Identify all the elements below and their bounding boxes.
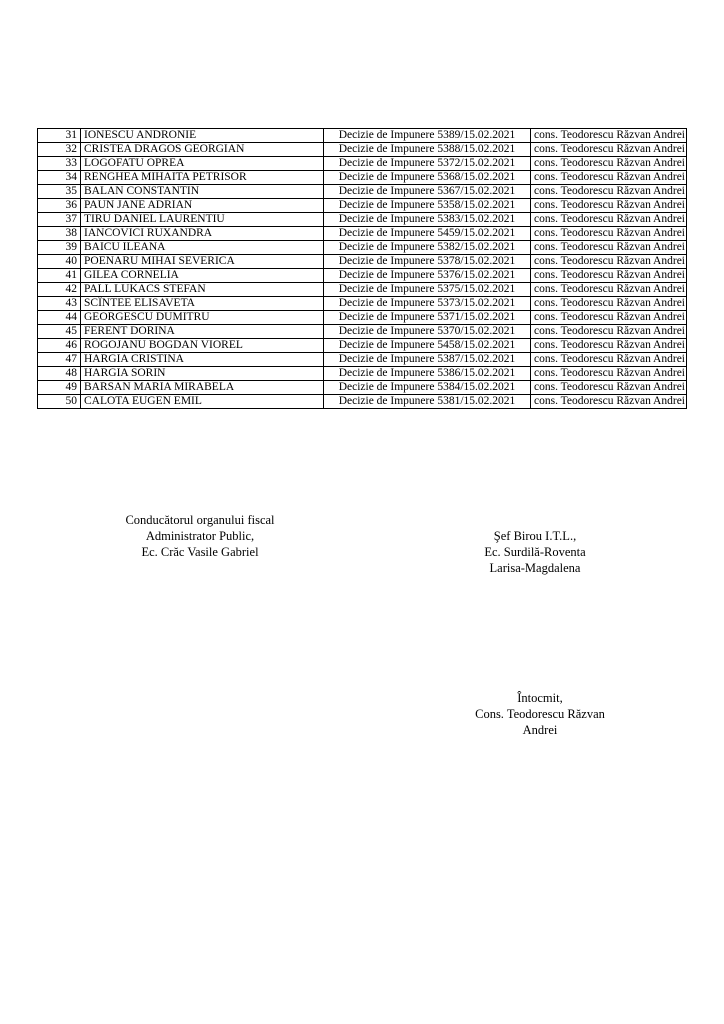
- taxpayer-name-cell: BAICU ILEANA: [81, 241, 324, 255]
- taxpayer-name-cell: POENARU MIHAI SEVERICA: [81, 255, 324, 269]
- taxpayer-name-cell: PALL LUKACS STEFAN: [81, 283, 324, 297]
- responsible-officer-cell: cons. Teodorescu Răzvan Andrei: [531, 339, 687, 353]
- tax-decision-cell: Decizie de Impunere 5371/15.02.2021: [324, 311, 531, 325]
- row-number-cell: 45: [38, 325, 81, 339]
- row-number-cell: 46: [38, 339, 81, 353]
- taxpayer-name-cell: LOGOFATU OPREA: [81, 157, 324, 171]
- taxpayer-name-cell: BALAN CONSTANTIN: [81, 185, 324, 199]
- responsible-officer-cell: cons. Teodorescu Răzvan Andrei: [531, 367, 687, 381]
- row-number-cell: 38: [38, 227, 81, 241]
- responsible-officer-cell: cons. Teodorescu Răzvan Andrei: [531, 255, 687, 269]
- responsible-officer-cell: cons. Teodorescu Răzvan Andrei: [531, 157, 687, 171]
- table-row: [38, 353, 687, 367]
- table-row: [38, 143, 687, 157]
- responsible-officer-cell: cons. Teodorescu Răzvan Andrei: [531, 143, 687, 157]
- taxpayer-name-cell: HARGIA CRISTINA: [81, 353, 324, 367]
- tax-decision-cell: Decizie de Impunere 5388/15.02.2021: [324, 143, 531, 157]
- row-number-cell: 35: [38, 185, 81, 199]
- signature-name: Cons. Teodorescu Răzvan: [475, 707, 605, 721]
- table-row: [38, 311, 687, 325]
- signature-name-continued: Larisa-Magdalena: [489, 561, 581, 575]
- tax-decision-cell: Decizie de Impunere 5375/15.02.2021: [324, 283, 531, 297]
- signature-name-continued: Andrei: [522, 723, 558, 737]
- row-number-cell: 36: [38, 199, 81, 213]
- records-table-body: [38, 129, 687, 409]
- tax-decision-cell: Decizie de Impunere 5384/15.02.2021: [324, 381, 531, 395]
- taxpayer-name-cell: ROGOJANU BOGDAN VIOREL: [81, 339, 324, 353]
- table-row: [38, 171, 687, 185]
- tax-decision-cell: Decizie de Impunere 5368/15.02.2021: [324, 171, 531, 185]
- row-number-cell: 37: [38, 213, 81, 227]
- row-number-cell: 49: [38, 381, 81, 395]
- row-number-cell: 43: [38, 297, 81, 311]
- responsible-officer-cell: cons. Teodorescu Răzvan Andrei: [531, 185, 687, 199]
- taxpayer-name-cell: TIRU DANIEL LAURENTIU: [81, 213, 324, 227]
- tax-decision-cell: Decizie de Impunere 5370/15.02.2021: [324, 325, 531, 339]
- responsible-officer-cell: cons. Teodorescu Răzvan Andrei: [531, 353, 687, 367]
- row-number-cell: 31: [38, 129, 81, 143]
- taxpayer-name-cell: CALOTA EUGEN EMIL: [81, 395, 324, 409]
- responsible-officer-cell: cons. Teodorescu Răzvan Andrei: [531, 381, 687, 395]
- table-row: [38, 185, 687, 199]
- taxpayer-name-cell: SCÎNTEE ELISAVETA: [81, 297, 324, 311]
- responsible-officer-cell: cons. Teodorescu Răzvan Andrei: [531, 213, 687, 227]
- responsible-officer-cell: cons. Teodorescu Răzvan Andrei: [531, 325, 687, 339]
- responsible-officer-cell: cons. Teodorescu Răzvan Andrei: [531, 283, 687, 297]
- signature-name: Ec. Crăc Vasile Gabriel: [141, 545, 259, 559]
- row-number-cell: 41: [38, 269, 81, 283]
- signature-title: Întocmit,: [517, 691, 563, 705]
- taxpayer-name-cell: RENGHEA MIHAITA PETRISOR: [81, 171, 324, 185]
- responsible-officer-cell: cons. Teodorescu Răzvan Andrei: [531, 129, 687, 143]
- tax-decision-cell: Decizie de Impunere 5459/15.02.2021: [324, 227, 531, 241]
- row-number-cell: 39: [38, 241, 81, 255]
- tax-decision-cell: Decizie de Impunere 5387/15.02.2021: [324, 353, 531, 367]
- row-number-cell: 34: [38, 171, 81, 185]
- tax-decision-cell: Decizie de Impunere 5358/15.02.2021: [324, 199, 531, 213]
- table-row: [38, 213, 687, 227]
- row-number-cell: 32: [38, 143, 81, 157]
- table-row: [38, 339, 687, 353]
- responsible-officer-cell: cons. Teodorescu Răzvan Andrei: [531, 395, 687, 409]
- table-row: [38, 129, 687, 143]
- tax-decision-cell: Decizie de Impunere 5372/15.02.2021: [324, 157, 531, 171]
- table-row: [38, 199, 687, 213]
- table-row: [38, 269, 687, 283]
- row-number-cell: 40: [38, 255, 81, 269]
- table-row: [38, 157, 687, 171]
- taxpayer-name-cell: BARSAN MARIA MIRABELA: [81, 381, 324, 395]
- row-number-cell: 33: [38, 157, 81, 171]
- row-number-cell: 42: [38, 283, 81, 297]
- responsible-officer-cell: cons. Teodorescu Răzvan Andrei: [531, 171, 687, 185]
- signature-block-prepared-by: [440, 690, 640, 738]
- table-row: [38, 297, 687, 311]
- taxpayer-name-cell: GILEA CORNELIA: [81, 269, 324, 283]
- table-row: [38, 395, 687, 409]
- taxpayer-name-cell: IONESCU ANDRONIE: [81, 129, 324, 143]
- table-row: [38, 367, 687, 381]
- table-row: [38, 241, 687, 255]
- signature-role: Administrator Public,: [145, 529, 255, 543]
- responsible-officer-cell: cons. Teodorescu Răzvan Andrei: [531, 199, 687, 213]
- signature-block-fiscal-head: [100, 512, 300, 560]
- tax-decision-cell: Decizie de Impunere 5376/15.02.2021: [324, 269, 531, 283]
- tax-decision-cell: Decizie de Impunere 5373/15.02.2021: [324, 297, 531, 311]
- table-row: [38, 381, 687, 395]
- signature-title: Şef Birou I.T.L.,: [493, 529, 577, 543]
- taxpayer-name-cell: PAUN JANE ADRIAN: [81, 199, 324, 213]
- row-number-cell: 50: [38, 395, 81, 409]
- tax-decision-cell: Decizie de Impunere 5458/15.02.2021: [324, 339, 531, 353]
- tax-decision-cell: Decizie de Impunere 5382/15.02.2021: [324, 241, 531, 255]
- row-number-cell: 44: [38, 311, 81, 325]
- taxpayer-name-cell: FERENT DORINA: [81, 325, 324, 339]
- taxpayer-name-cell: CRISTEA DRAGOS GEORGIAN: [81, 143, 324, 157]
- signature-name: Ec. Surdilă-Roventa: [484, 545, 586, 559]
- taxpayer-name-cell: IANCOVICI RUXANDRA: [81, 227, 324, 241]
- table-row: [38, 325, 687, 339]
- taxpayer-name-cell: GEORGESCU DUMITRU: [81, 311, 324, 325]
- tax-decision-cell: Decizie de Impunere 5383/15.02.2021: [324, 213, 531, 227]
- responsible-officer-cell: cons. Teodorescu Răzvan Andrei: [531, 311, 687, 325]
- responsible-officer-cell: cons. Teodorescu Răzvan Andrei: [531, 227, 687, 241]
- tax-decision-cell: Decizie de Impunere 5378/15.02.2021: [324, 255, 531, 269]
- records-table: [37, 128, 687, 409]
- tax-decision-cell: Decizie de Impunere 5386/15.02.2021: [324, 367, 531, 381]
- table-row: [38, 255, 687, 269]
- tax-decision-cell: Decizie de Impunere 5367/15.02.2021: [324, 185, 531, 199]
- responsible-officer-cell: cons. Teodorescu Răzvan Andrei: [531, 297, 687, 311]
- tax-decision-cell: Decizie de Impunere 5389/15.02.2021: [324, 129, 531, 143]
- table-row: [38, 283, 687, 297]
- taxpayer-name-cell: HARGIA SORIN: [81, 367, 324, 381]
- row-number-cell: 47: [38, 353, 81, 367]
- responsible-officer-cell: cons. Teodorescu Răzvan Andrei: [531, 269, 687, 283]
- signature-title: Conducătorul organului fiscal: [125, 513, 275, 527]
- signature-block-itl-chief: [450, 528, 620, 576]
- row-number-cell: 48: [38, 367, 81, 381]
- responsible-officer-cell: cons. Teodorescu Răzvan Andrei: [531, 241, 687, 255]
- tax-decision-cell: Decizie de Impunere 5381/15.02.2021: [324, 395, 531, 409]
- table-row: [38, 227, 687, 241]
